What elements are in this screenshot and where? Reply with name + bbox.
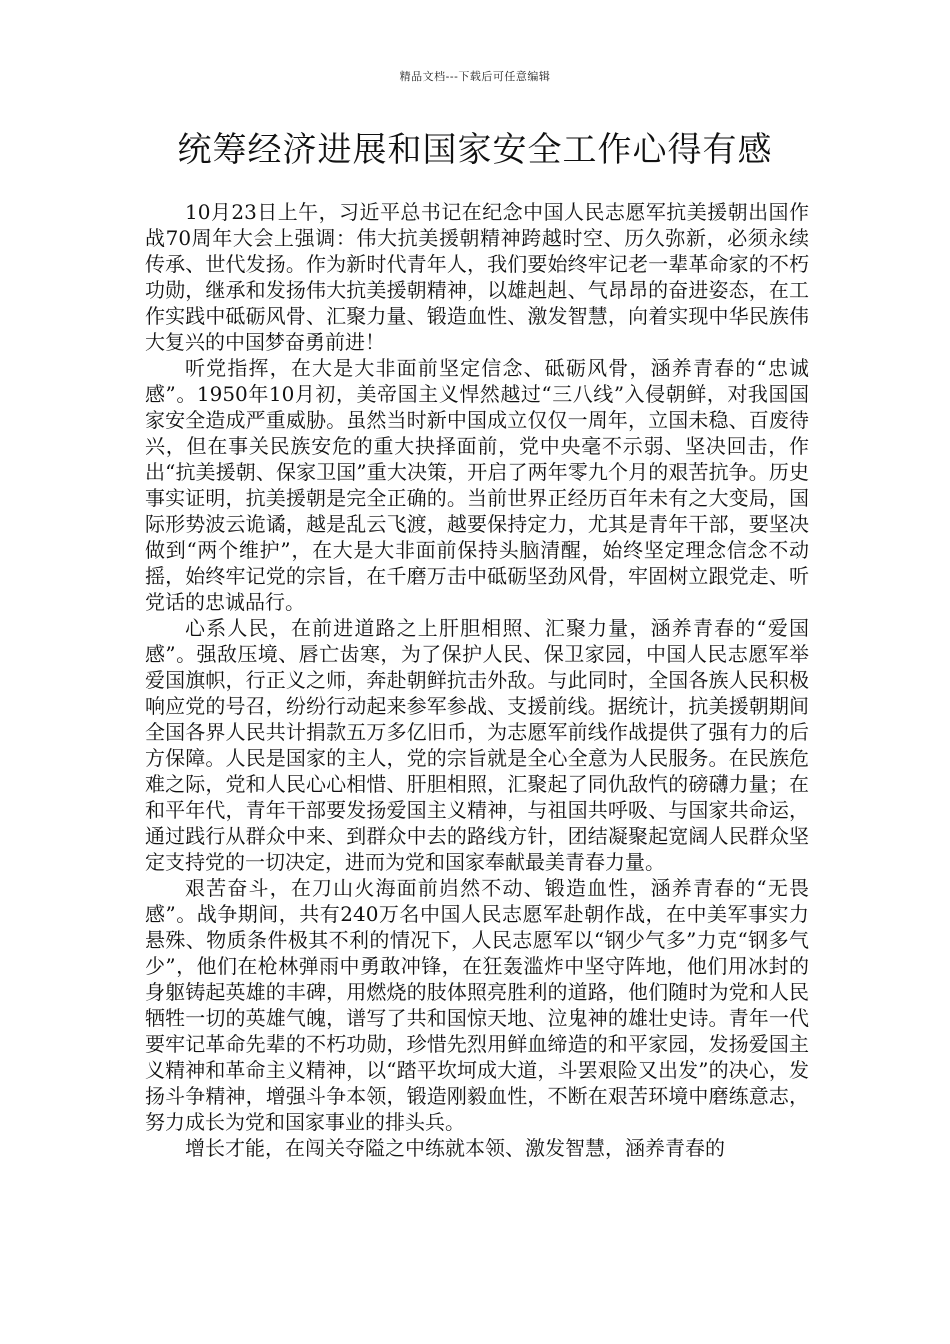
document-title: 统筹经济进展和国家安全工作心得有感: [177, 130, 773, 170]
paragraph-5: 增长才能，在闯关夺隘之中练就本领、激发智慧，涵养青春的: [185, 1136, 725, 1160]
paragraph-4: 艰苦奋斗，在刀山火海面前岿然不动、锻造血性，涵养青春的“无畏感”。战争期间，共有240万名中国人民志愿军赴朝作战，在中美军事实力悬殊、物质条件极其不利的情况下，人民志愿军以“钢少气多”力克“钢多气少”，他们在枪林弹雨中勇敢冲锋，在狂轰滥炸中坚守阵地，他们用冰封的身躯铸起英雄的丰碑，用燃烧的肢体照亮胜利的道路，他们随时为党和人民牺牲一切的英雄气魄，谱写了共和国惊天地、泣鬼神的雄壮史诗。青年一代要牢记革命先辈的不朽功勋，珍惜先烈用鲜血缔造的和平家园，发扬爱国主义精神和革命主义精神，以“踏平坎坷成大道，斗罢艰险又出发”的决心，发扬斗争精神，增强斗争本领，锻造刚毅血性，不断在艰苦环境中磨练意志，努力成长为党和国家事业的排头兵。: [145, 876, 809, 1134]
document-body: [145, 199, 809, 1161]
header-note: 精品文档---下载后可任意编辑: [399, 70, 551, 83]
paragraph-1: 10月23日上午，习近平总书记在纪念中国人民志愿军抗美援朝出国作战70周年大会上强调：伟大抗美援朝精神跨越时空、历久弥新，必须永续传承、世代发扬。作为新时代青年人，我们要始终牢记老一辈革命家的不朽功勋，继承和发扬伟大抗美援朝精神，以雄赳赳、气昂昂的奋进姿态，在工作实践中砥砺风骨、汇聚力量、锻造血性、激发智慧，向着实现中华民族伟大复兴的中国梦奋勇前进！: [145, 200, 809, 354]
paragraph-3: 心系人民，在前进道路之上肝胆相照、汇聚力量，涵养青春的“爱国感”。强敌压境、唇亡齿寒，为了保护人民、保卫家园，中国人民志愿军举爱国旗帜，行正义之师，奔赴朝鲜抗击外敌。与此同时，全国各族人民积极响应党的号召，纷纷行动起来参军参战、支援前线。据统计，抗美援朝期间全国各界人民共计捐款五万多亿旧币，为志愿军前线作战提供了强有力的后方保障。人民是国家的主人，党的宗旨就是全心全意为人民服务。在民族危难之际，党和人民心心相惜、肝胆相照，汇聚起了同仇敌忾的磅礴力量；在和平年代，青年干部要发扬爱国主义精神，与祖国共呼吸、与国家共命运，通过践行从群众中来、到群众中去的路线方针，团结凝聚起宽阔人民群众坚定支持党的一切决定，进而为党和国家奉献最美青春力量。: [145, 616, 809, 874]
paragraph-2: 听党指挥，在大是大非面前坚定信念、砥砺风骨，涵养青春的“忠诚感”。1950年10月初，美帝国主义悍然越过“三八线”入侵朝鲜，对我国国家安全造成严重威胁。虽然当时新中国成立仅仅一周年，立国未稳、百废待兴，但在事关民族安危的重大抉择面前，党中央毫不示弱、坚决回击，作出“抗美援朝、保家卫国”重大决策，开启了两年零九个月的艰苦抗争。历史事实证明，抗美援朝是完全正确的。当前世界正经历百年未有之大变局，国际形势波云诡谲，越是乱云飞渡，越要保持定力，尤其是青年干部，要坚决做到“两个维护”，在大是大非面前保持头脑清醒，始终坚定理念信念不动摇，始终牢记党的宗旨，在千磨万击中砥砺坚劲风骨，牢固树立跟党走、听党话的忠诚品行。: [145, 356, 809, 614]
